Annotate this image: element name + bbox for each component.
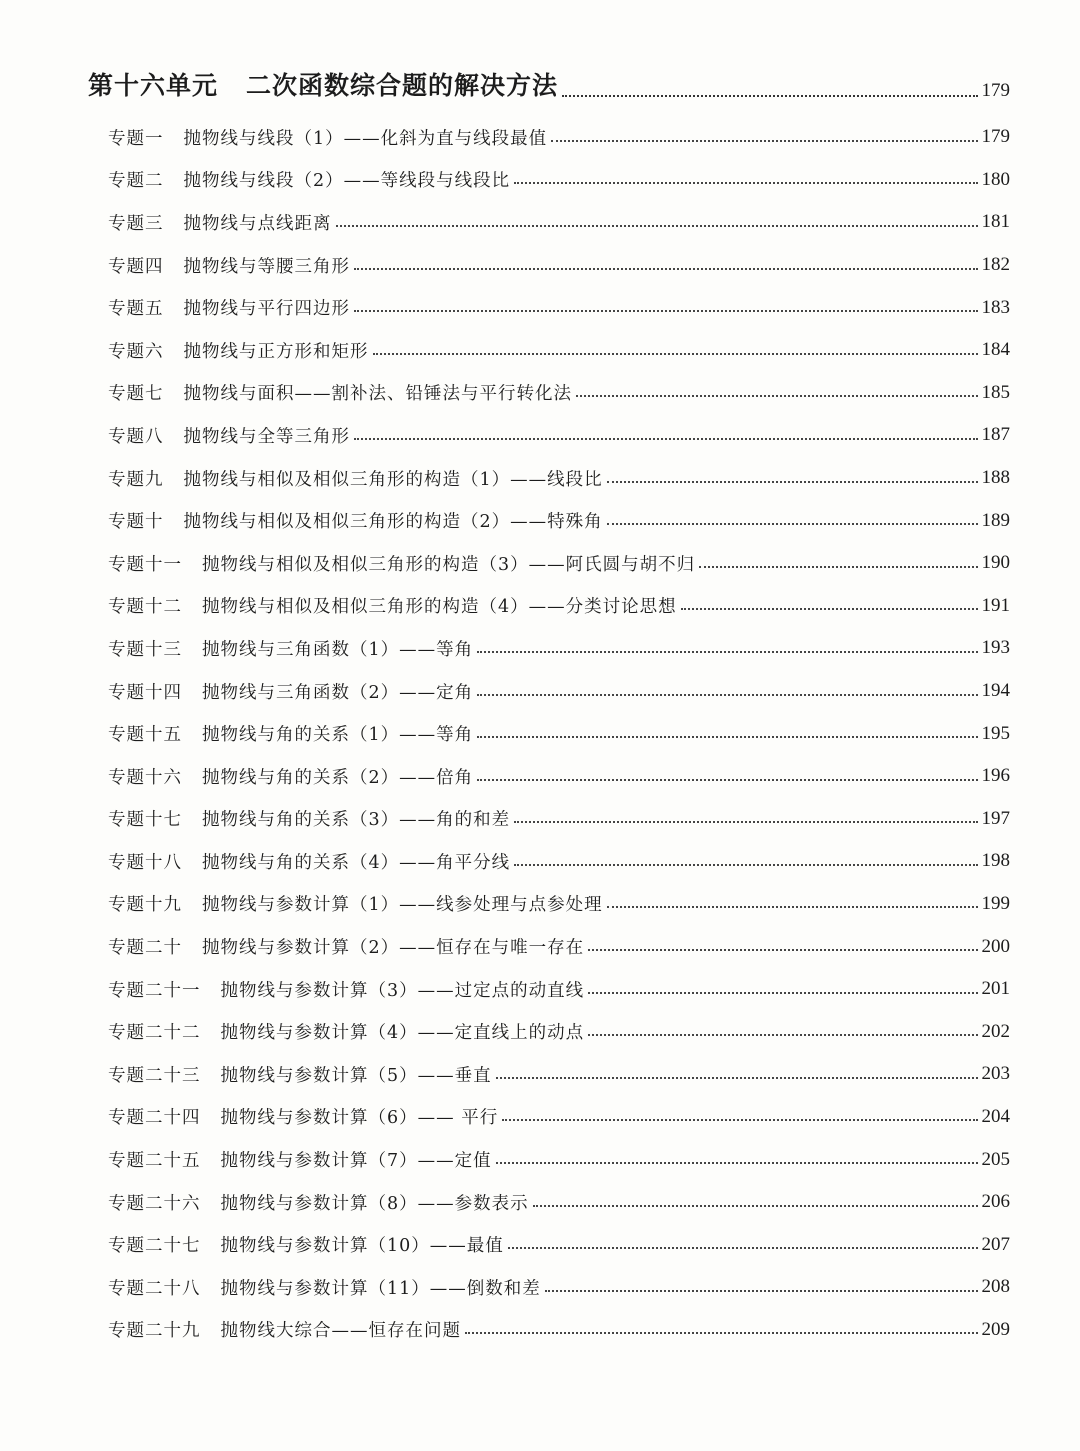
toc-entry[interactable] <box>108 925 1010 968</box>
dot-leader <box>533 1205 978 1207</box>
entry-page-number: 198 <box>981 850 1010 872</box>
toc-entry[interactable] <box>108 1010 1010 1053</box>
dot-leader <box>607 481 978 483</box>
entry-label: 专题七 <box>108 384 164 405</box>
toc-entry[interactable] <box>108 1053 1010 1096</box>
dot-leader <box>502 1119 977 1121</box>
toc-entry[interactable] <box>108 968 1010 1011</box>
entry-page-number: 184 <box>981 339 1010 361</box>
entry-page-number: 204 <box>981 1105 1010 1127</box>
entry-page-number: 191 <box>981 594 1010 616</box>
entry-label: 专题二十六 <box>108 1193 201 1214</box>
entry-title: 抛物线与正方形和矩形 <box>183 341 369 362</box>
entry-label: 专题十八 <box>108 852 182 873</box>
entry-title: 抛物线与相似及相似三角形的构造（4）——分类讨论思想 <box>202 597 677 618</box>
entry-label: 专题十四 <box>108 682 182 703</box>
dot-leader <box>514 864 977 866</box>
entry-label: 专题二十二 <box>108 1023 201 1044</box>
entry-label: 专题二十七 <box>108 1236 201 1257</box>
entry-title: 抛物线与相似及相似三角形的构造（2）——特殊角 <box>183 512 603 533</box>
entry-page-number: 194 <box>981 680 1010 702</box>
entry-label: 专题二十五 <box>108 1151 201 1172</box>
entry-label: 专题二十九 <box>108 1321 201 1342</box>
entry-page-number: 206 <box>981 1191 1010 1213</box>
unit-page-number: 179 <box>981 80 1010 101</box>
entry-page-number: 187 <box>981 424 1010 446</box>
entry-title: 抛物线与参数计算（2）——恒存在与唯一存在 <box>202 938 585 959</box>
dot-leader <box>477 779 977 781</box>
toc-entry[interactable] <box>108 542 1010 585</box>
toc-entry[interactable] <box>108 1309 1010 1352</box>
dot-leader <box>354 310 978 312</box>
toc-entry[interactable] <box>108 798 1010 841</box>
entry-page-number: 182 <box>981 254 1010 276</box>
entry-page-number: 201 <box>981 978 1010 1000</box>
toc-entry[interactable] <box>108 329 1010 372</box>
toc-entry[interactable] <box>108 712 1010 755</box>
unit-heading <box>88 66 1010 102</box>
entry-title: 抛物线与平行四边形 <box>183 299 350 320</box>
entry-page-number: 190 <box>981 552 1010 574</box>
entry-page-number: 197 <box>981 807 1010 829</box>
dot-leader <box>588 992 977 994</box>
entry-page-number: 207 <box>981 1233 1010 1255</box>
entry-label: 专题十 <box>108 512 164 533</box>
entry-title: 抛物线与参数计算（8）——参数表示 <box>220 1193 529 1214</box>
entry-label: 专题十五 <box>108 725 182 746</box>
entry-page-number: 179 <box>981 126 1010 148</box>
entry-title: 抛物线与参数计算（5）——垂直 <box>220 1065 492 1086</box>
dot-leader <box>607 906 978 908</box>
entry-label: 专题十三 <box>108 639 182 660</box>
entry-title: 抛物线与点线距离 <box>183 213 332 234</box>
entry-label: 专题八 <box>108 426 164 447</box>
dot-leader <box>562 95 977 97</box>
entry-page-number: 188 <box>981 467 1010 489</box>
entry-label: 专题十二 <box>108 597 182 618</box>
entry-label: 专题二十八 <box>108 1278 201 1299</box>
dot-leader <box>477 736 977 738</box>
unit-label: 第十六单元 <box>88 71 219 100</box>
entry-title: 抛物线大综合——恒存在问题 <box>220 1321 461 1342</box>
dot-leader <box>496 1162 978 1164</box>
entry-label: 专题五 <box>108 299 164 320</box>
toc-entry[interactable] <box>108 1096 1010 1139</box>
dot-leader <box>681 608 978 610</box>
entry-label: 专题二 <box>108 171 164 192</box>
entry-title: 抛物线与角的关系（2）——倍角 <box>202 767 474 788</box>
entry-page-number: 185 <box>981 381 1010 403</box>
dot-leader <box>551 140 977 142</box>
toc-entry[interactable] <box>108 883 1010 926</box>
toc-entry[interactable] <box>108 414 1010 457</box>
entry-page-number: 199 <box>981 892 1010 914</box>
toc-entry[interactable] <box>108 670 1010 713</box>
toc-entry[interactable] <box>108 1138 1010 1181</box>
entry-title: 抛物线与线段（2）——等线段与线段比 <box>183 171 511 192</box>
dot-leader <box>354 268 978 270</box>
entry-page-number: 208 <box>981 1276 1010 1298</box>
toc-entry[interactable] <box>108 372 1010 415</box>
toc-entry[interactable] <box>108 201 1010 244</box>
toc-list <box>108 116 1010 1351</box>
entry-title: 抛物线与相似及相似三角形的构造（1）——线段比 <box>183 469 603 490</box>
entry-title: 抛物线与参数计算（3）——过定点的动直线 <box>220 980 585 1001</box>
unit-title: 二次函数综合题的解决方法 <box>246 71 559 100</box>
entry-label: 专题一 <box>108 128 164 149</box>
dot-leader <box>336 225 978 227</box>
entry-label: 专题三 <box>108 213 164 234</box>
toc-entry[interactable] <box>108 1223 1010 1266</box>
entry-label: 专题二十三 <box>108 1065 201 1086</box>
toc-entry[interactable] <box>108 286 1010 329</box>
entry-title: 抛物线与参数计算（7）——定值 <box>220 1151 492 1172</box>
toc-entry[interactable] <box>108 116 1010 159</box>
toc-entry[interactable] <box>108 1266 1010 1309</box>
entry-label: 专题四 <box>108 256 164 277</box>
entry-label: 专题二十 <box>108 938 182 959</box>
dot-leader <box>354 438 978 440</box>
dot-leader <box>607 523 978 525</box>
toc-entry[interactable] <box>108 499 1010 542</box>
dot-leader <box>514 821 977 823</box>
entry-title: 抛物线与三角函数（1）——等角 <box>202 639 474 660</box>
entry-page-number: 203 <box>981 1063 1010 1085</box>
entry-label: 专题十六 <box>108 767 182 788</box>
entry-label: 专题十九 <box>108 895 182 916</box>
entry-title: 抛物线与参数计算（10）——最值 <box>220 1236 504 1257</box>
entry-label: 专题九 <box>108 469 164 490</box>
entry-title: 抛物线与线段（1）——化斜为直与线段最值 <box>183 128 548 149</box>
entry-title: 抛物线与相似及相似三角形的构造（3）——阿氏圆与胡不归 <box>202 554 696 575</box>
toc-entry[interactable] <box>108 840 1010 883</box>
entry-page-number: 189 <box>981 509 1010 531</box>
toc-entry[interactable] <box>108 1181 1010 1224</box>
entry-label: 专题二十一 <box>108 980 201 1001</box>
dot-leader <box>588 949 977 951</box>
dot-leader <box>477 651 977 653</box>
entry-page-number: 183 <box>981 296 1010 318</box>
entry-page-number: 202 <box>981 1020 1010 1042</box>
entry-title: 抛物线与参数计算（6）—— 平行 <box>220 1108 499 1129</box>
dot-leader <box>514 182 977 184</box>
dot-leader <box>496 1077 978 1079</box>
dot-leader <box>576 395 978 397</box>
toc-entry[interactable] <box>108 627 1010 670</box>
entry-title: 抛物线与等腰三角形 <box>183 256 350 277</box>
entry-page-number: 181 <box>981 211 1010 233</box>
entry-label: 专题十七 <box>108 810 182 831</box>
dot-leader <box>373 353 978 355</box>
dot-leader <box>588 1034 977 1036</box>
entry-page-number: 180 <box>981 168 1010 190</box>
dot-leader <box>508 1247 978 1249</box>
entry-title: 抛物线与全等三角形 <box>183 426 350 447</box>
dot-leader <box>545 1290 978 1292</box>
entry-page-number: 196 <box>981 765 1010 787</box>
entry-page-number: 193 <box>981 637 1010 659</box>
entry-page-number: 205 <box>981 1148 1010 1170</box>
toc-entry[interactable] <box>108 457 1010 500</box>
dot-leader <box>699 566 977 568</box>
toc-entry[interactable] <box>108 585 1010 628</box>
entry-title: 抛物线与角的关系（4）——角平分线 <box>202 852 511 873</box>
entry-title: 抛物线与参数计算（11）——倒数和差 <box>220 1278 541 1299</box>
entry-title: 抛物线与角的关系（3）——角的和差 <box>202 810 511 831</box>
entry-title: 抛物线与参数计算（4）——定直线上的动点 <box>220 1023 585 1044</box>
dot-leader <box>465 1332 978 1334</box>
entry-page-number: 195 <box>981 722 1010 744</box>
entry-title: 抛物线与面积——割补法、铅锤法与平行转化法 <box>183 384 572 405</box>
toc-entry[interactable] <box>108 159 1010 202</box>
entry-label: 专题二十四 <box>108 1108 201 1129</box>
toc-entry[interactable] <box>108 755 1010 798</box>
entry-title: 抛物线与角的关系（1）——等角 <box>202 725 474 746</box>
entry-page-number: 209 <box>981 1318 1010 1340</box>
dot-leader <box>477 694 977 696</box>
entry-page-number: 200 <box>981 935 1010 957</box>
entry-title: 抛物线与三角函数（2）——定角 <box>202 682 474 703</box>
entry-title: 抛物线与参数计算（1）——线参处理与点参处理 <box>202 895 603 916</box>
entry-label: 专题十一 <box>108 554 182 575</box>
toc-entry[interactable] <box>108 244 1010 287</box>
entry-label: 专题六 <box>108 341 164 362</box>
